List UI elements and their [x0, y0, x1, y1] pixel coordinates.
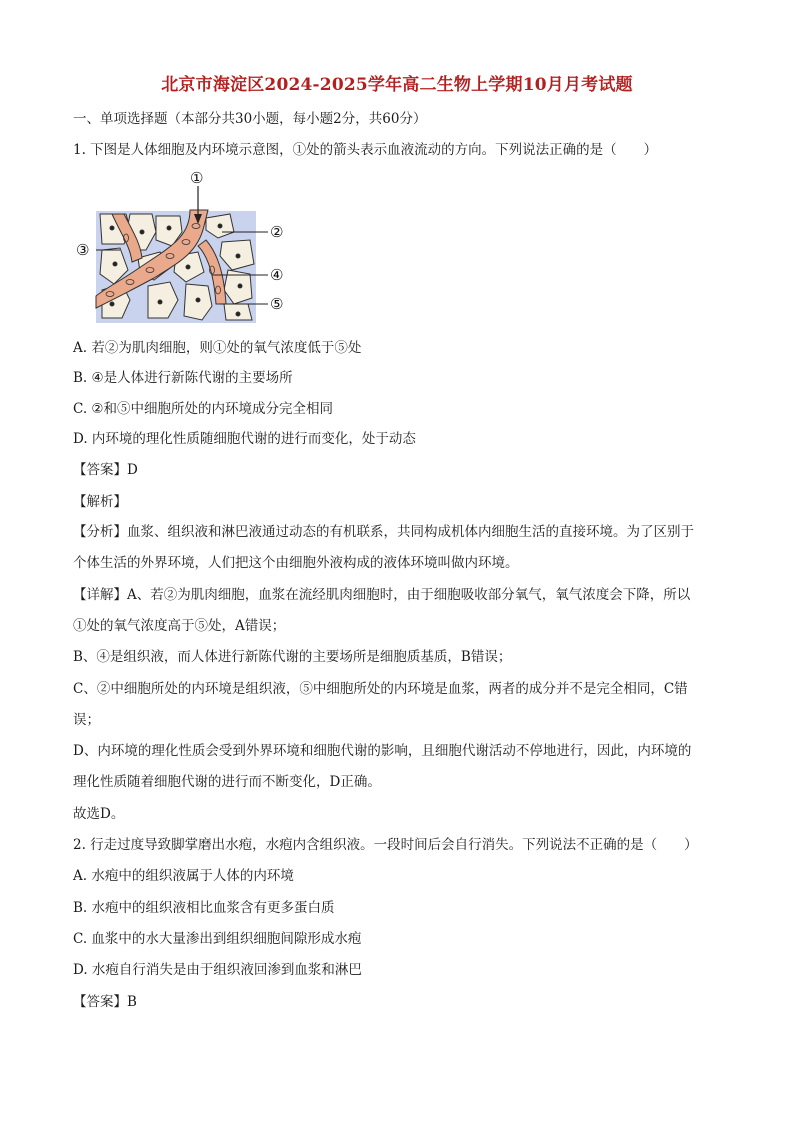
question-1-analysis-heading: 【解析】 — [73, 494, 127, 510]
question-1-option-d: D. 内环境的理化性质随细胞代谢的进行而变化，处于动态 — [73, 431, 416, 447]
question-1-option-a: A. 若②为肌肉细胞，则①处的氧气浓度低于⑤处 — [73, 340, 362, 356]
analysis-line: ①处的氧气浓度高于⑤处，A错误； — [73, 618, 286, 634]
analysis-line: 【详解】A、若②为肌肉细胞，血浆在流经肌肉细胞时，由于细胞吸收部分氧气，氧气浓度会下降，所以 — [73, 587, 691, 603]
question-1-option-c: C. ②和⑤中细胞所处的内环境成分完全相同 — [73, 401, 334, 417]
question-1-answer: 【答案】D — [73, 462, 138, 478]
question-2-option-c: C. 血浆中的水大量渗出到组织细胞间隙形成水疱 — [73, 931, 362, 947]
question-2-answer: 【答案】B — [73, 994, 137, 1010]
question-1-option-b: B. ④是人体进行新陈代谢的主要场所 — [73, 370, 293, 386]
figure-label-4: ④ — [270, 266, 284, 284]
figure-label-5: ⑤ — [270, 295, 284, 313]
analysis-line: 故选D。 — [73, 806, 125, 822]
analysis-line: D、内环境的理化性质会受到外界环境和细胞代谢的影响，且细胞代谢活动不停地进行，因此，内环境的 — [73, 743, 692, 759]
question-1-stem: 1. 下图是人体细胞及内环境示意图，①处的箭头表示血液流动的方向。下列说法正确的是（ ） — [73, 142, 658, 158]
figure-label-1: ① — [190, 169, 204, 187]
analysis-line: 【分析】血浆、组织液和淋巴液通过动态的有机联系，共同构成机体内细胞生活的直接环境。为了区别于 — [73, 524, 694, 540]
body-cell-environment-diagram — [72, 166, 294, 328]
page-title: 北京市海淀区2024-2025学年高二生物上学期10月月考试题 — [161, 75, 633, 95]
analysis-line: 误； — [73, 712, 100, 728]
analysis-line: C、②中细胞所处的内环境是组织液，⑤中细胞所处的内环境是血浆，两者的成分并不是完全相同，C错 — [73, 681, 688, 697]
analysis-line: B、④是组织液，而人体进行新陈代谢的主要场所是细胞质基质，B错误； — [73, 649, 512, 665]
analysis-line: 理化性质随着细胞代谢的进行而不断变化，D正确。 — [73, 774, 381, 790]
question-2-option-b: B. 水疱中的组织液相比血浆含有更多蛋白质 — [73, 900, 335, 916]
question-2-stem: 2. 行走过度导致脚掌磨出水疱，水疱内含组织液。一段时间后会自行消失。下列说法不正确的是（ ） — [73, 837, 698, 853]
question-2-option-d: D. 水疱自行消失是由于组织液回渗到血浆和淋巴 — [73, 962, 362, 978]
figure-label-2: ② — [270, 223, 284, 241]
section-heading: 一、单项选择题（本部分共30小题，每小题2分，共60分） — [73, 111, 427, 127]
question-2-option-a: A. 水疱中的组织液属于人体的内环境 — [73, 868, 294, 884]
analysis-line: 个体生活的外界环境，人们把这个由细胞外液构成的液体环境叫做内环境。 — [73, 555, 519, 571]
figure-label-3: ③ — [76, 241, 90, 259]
